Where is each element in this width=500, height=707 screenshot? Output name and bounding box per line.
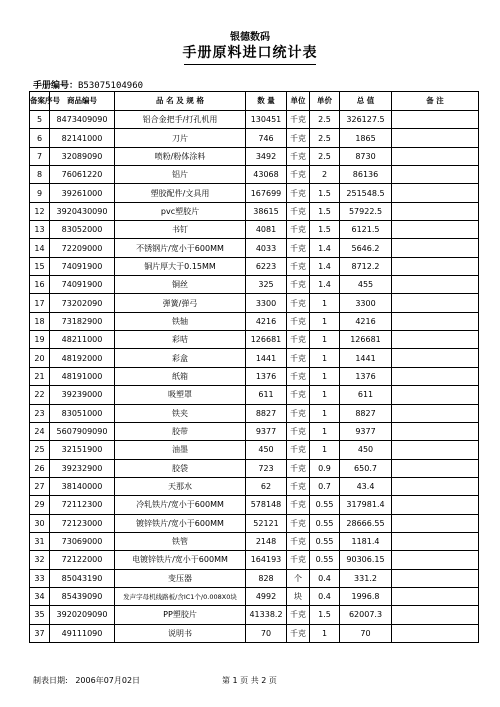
cell-name: 铁夹: [115, 404, 246, 422]
cell-unit: 千克: [287, 276, 310, 294]
cell-code: 3920209090: [50, 606, 115, 624]
header-no: 备案序号: [30, 92, 50, 111]
cell-price: 2.5: [310, 129, 340, 147]
cell-name: 铝片: [115, 166, 246, 184]
cell-code: 49111090: [50, 624, 115, 642]
cell-note: [392, 532, 479, 550]
cell-code: 48191000: [50, 367, 115, 385]
cell-name: 铜片厚大于0.15MM: [115, 257, 246, 275]
cell-qty: 164193: [246, 551, 287, 569]
table-row: [30, 239, 479, 257]
cell-total: 455: [340, 276, 392, 294]
cell-no: 24: [30, 422, 50, 440]
cell-no: 16: [30, 276, 50, 294]
cell-qty: 4033: [246, 239, 287, 257]
cell-total: 611: [340, 386, 392, 404]
cell-price: 1.4: [310, 257, 340, 275]
cell-qty: 41338.2: [246, 606, 287, 624]
cell-code: 39232900: [50, 459, 115, 477]
cell-note: [392, 294, 479, 312]
title-underline: [184, 64, 316, 65]
footer-date-label: 制表日期:: [33, 676, 68, 685]
cell-price: 1.4: [310, 239, 340, 257]
cell-name: 铜丝: [115, 276, 246, 294]
cell-note: [392, 166, 479, 184]
cell-price: 0.9: [310, 459, 340, 477]
cell-note: [392, 276, 479, 294]
cell-qty: 9377: [246, 422, 287, 440]
cell-name: 变压器: [115, 569, 246, 587]
cell-unit: 千克: [287, 386, 310, 404]
cell-price: 2.5: [310, 147, 340, 165]
cell-note: [392, 184, 479, 202]
header-price: 单价: [310, 92, 340, 111]
cell-unit: 千克: [287, 404, 310, 422]
cell-note: [392, 624, 479, 642]
table-row: [30, 276, 479, 294]
cell-qty: 611: [246, 386, 287, 404]
cell-note: [392, 202, 479, 220]
cell-price: 1: [310, 624, 340, 642]
footer-date-value: 2006年07月02日: [75, 676, 141, 685]
cell-total: 86136: [340, 166, 392, 184]
cell-qty: 62: [246, 477, 287, 495]
cell-note: [392, 129, 479, 147]
cell-unit: 千克: [287, 514, 310, 532]
cell-note: [392, 477, 479, 495]
cell-note: [392, 386, 479, 404]
header-qty: 数 量: [246, 92, 287, 111]
cell-note: [392, 147, 479, 165]
cell-note: [392, 422, 479, 440]
table-row: [30, 624, 479, 642]
cell-total: 3300: [340, 294, 392, 312]
cell-code: 74091900: [50, 257, 115, 275]
cell-code: 85043190: [50, 569, 115, 587]
cell-qty: 450: [246, 441, 287, 459]
cell-total: 28666.55: [340, 514, 392, 532]
cell-note: [392, 367, 479, 385]
cell-price: 2.5: [310, 111, 340, 129]
table-row: [30, 294, 479, 312]
cell-name: 胶带: [115, 422, 246, 440]
cell-price: 1.5: [310, 202, 340, 220]
cell-unit: 千克: [287, 147, 310, 165]
cell-name: 塑胶配件/文具用: [115, 184, 246, 202]
header-name: 品 名 及 规 格: [115, 92, 246, 111]
cell-total: 62007.3: [340, 606, 392, 624]
cell-name: 吸塑罩: [115, 386, 246, 404]
cell-total: 43.4: [340, 477, 392, 495]
cell-code: 39261000: [50, 184, 115, 202]
cell-qty: 3492: [246, 147, 287, 165]
cell-total: 1181.4: [340, 532, 392, 550]
cell-code: 48192000: [50, 349, 115, 367]
cell-total: 8712.2: [340, 257, 392, 275]
cell-price: 0.55: [310, 496, 340, 514]
cell-no: 18: [30, 312, 50, 330]
table-row: [30, 147, 479, 165]
cell-qty: 4081: [246, 221, 287, 239]
cell-price: 1: [310, 422, 340, 440]
cell-total: 650.7: [340, 459, 392, 477]
cell-no: 17: [30, 294, 50, 312]
cell-qty: 1441: [246, 349, 287, 367]
cell-unit: 千克: [287, 294, 310, 312]
header-total: 总 值: [340, 92, 392, 111]
cell-no: 15: [30, 257, 50, 275]
cell-code: 48211000: [50, 331, 115, 349]
table-row: [30, 221, 479, 239]
cell-code: 72122000: [50, 551, 115, 569]
cell-unit: 千克: [287, 551, 310, 569]
cell-price: 1.5: [310, 606, 340, 624]
cell-note: [392, 111, 479, 129]
cell-qty: 38615: [246, 202, 287, 220]
cell-price: 1: [310, 349, 340, 367]
cell-name: 弹簧/弹弓: [115, 294, 246, 312]
header-unit: 单位: [287, 92, 310, 111]
cell-no: 33: [30, 569, 50, 587]
cell-price: 0.7: [310, 477, 340, 495]
cell-price: 0.4: [310, 587, 340, 605]
cell-unit: 千克: [287, 331, 310, 349]
cell-total: 8730: [340, 147, 392, 165]
cell-qty: 325: [246, 276, 287, 294]
cell-no: 35: [30, 606, 50, 624]
cell-unit: 千克: [287, 459, 310, 477]
cell-name: 冷轧铁片/宽小于600MM: [115, 496, 246, 514]
cell-total: 1996.8: [340, 587, 392, 605]
cell-no: 21: [30, 367, 50, 385]
cell-price: 1: [310, 331, 340, 349]
table-row: [30, 606, 479, 624]
footer-date: [33, 675, 140, 686]
cell-unit: 千克: [287, 441, 310, 459]
cell-price: 2: [310, 166, 340, 184]
table-row: [30, 422, 479, 440]
cell-unit: 千克: [287, 257, 310, 275]
cell-qty: 828: [246, 569, 287, 587]
cell-qty: 746: [246, 129, 287, 147]
cell-code: 32089090: [50, 147, 115, 165]
cell-name: 油墨: [115, 441, 246, 459]
cell-qty: 2148: [246, 532, 287, 550]
cell-unit: 千克: [287, 166, 310, 184]
table-row: [30, 367, 479, 385]
cell-no: 6: [30, 129, 50, 147]
cell-qty: 4216: [246, 312, 287, 330]
cell-unit: 千克: [287, 624, 310, 642]
cell-qty: 723: [246, 459, 287, 477]
cell-price: 1: [310, 367, 340, 385]
cell-no: 29: [30, 496, 50, 514]
cell-total: 1441: [340, 349, 392, 367]
cell-no: 14: [30, 239, 50, 257]
cell-qty: 70: [246, 624, 287, 642]
cell-code: 3920430090: [50, 202, 115, 220]
cell-total: 1865: [340, 129, 392, 147]
handbook-number: [33, 78, 143, 91]
cell-no: 13: [30, 221, 50, 239]
cell-code: 39239000: [50, 386, 115, 404]
cell-qty: 8827: [246, 404, 287, 422]
cell-code: 73202090: [50, 294, 115, 312]
table-row: [30, 349, 479, 367]
cell-note: [392, 606, 479, 624]
cell-code: 83052000: [50, 221, 115, 239]
cell-unit: 千克: [287, 111, 310, 129]
cell-no: 34: [30, 587, 50, 605]
cell-total: 6121.5: [340, 221, 392, 239]
cell-qty: 3300: [246, 294, 287, 312]
cell-total: 317981.4: [340, 496, 392, 514]
table-row: [30, 166, 479, 184]
cell-code: 8473409090: [50, 111, 115, 129]
cell-unit: 千克: [287, 477, 310, 495]
cell-unit: 千克: [287, 349, 310, 367]
cell-price: 0.55: [310, 551, 340, 569]
cell-unit: 千克: [287, 367, 310, 385]
cell-qty: 43068: [246, 166, 287, 184]
cell-price: 1: [310, 404, 340, 422]
cell-unit: 块: [287, 587, 310, 605]
cell-name: 铁管: [115, 532, 246, 550]
cell-unit: 千克: [287, 129, 310, 147]
cell-no: 8: [30, 166, 50, 184]
cell-code: 85439090: [50, 587, 115, 605]
cell-note: [392, 349, 479, 367]
cell-no: 37: [30, 624, 50, 642]
cell-note: [392, 551, 479, 569]
handbook-label: 手册编号：: [33, 81, 79, 91]
cell-qty: 4992: [246, 587, 287, 605]
cell-no: 26: [30, 459, 50, 477]
import-stats-table: [29, 91, 479, 643]
cell-name: 说明书: [115, 624, 246, 642]
cell-total: 1376: [340, 367, 392, 385]
cell-note: [392, 496, 479, 514]
cell-name: 彩盒: [115, 349, 246, 367]
cell-price: 1.4: [310, 276, 340, 294]
cell-unit: 千克: [287, 606, 310, 624]
page-title: 手册原料进口统计表: [182, 45, 318, 61]
cell-total: 90306.15: [340, 551, 392, 569]
cell-no: 30: [30, 514, 50, 532]
cell-no: 5: [30, 111, 50, 129]
cell-unit: 千克: [287, 184, 310, 202]
cell-qty: 578148: [246, 496, 287, 514]
cell-note: [392, 569, 479, 587]
cell-code: 5607909090: [50, 422, 115, 440]
cell-no: 19: [30, 331, 50, 349]
cell-name: pvc塑胶片: [115, 202, 246, 220]
cell-no: 12: [30, 202, 50, 220]
cell-price: 1: [310, 386, 340, 404]
table-row: [30, 551, 479, 569]
cell-name: 铁轴: [115, 312, 246, 330]
cell-code: 74091900: [50, 276, 115, 294]
cell-note: [392, 221, 479, 239]
cell-unit: 千克: [287, 221, 310, 239]
cell-name: 胶袋: [115, 459, 246, 477]
cell-qty: 52121: [246, 514, 287, 532]
table-row: [30, 129, 479, 147]
cell-name: 发声字母机线路板/含IC1个/0.008X0块: [115, 587, 246, 605]
cell-total: 5646.2: [340, 239, 392, 257]
cell-note: [392, 459, 479, 477]
cell-name: 天那水: [115, 477, 246, 495]
cell-no: 27: [30, 477, 50, 495]
cell-code: 72123000: [50, 514, 115, 532]
cell-note: [392, 441, 479, 459]
cell-no: 31: [30, 532, 50, 550]
table-row: [30, 184, 479, 202]
cell-price: 0.55: [310, 532, 340, 550]
table-body: [30, 111, 479, 643]
cell-note: [392, 514, 479, 532]
cell-name: 铝合金把手/打孔机用: [115, 111, 246, 129]
cell-qty: 126681: [246, 331, 287, 349]
cell-name: 不锈钢片/宽小于600MM: [115, 239, 246, 257]
cell-qty: 1376: [246, 367, 287, 385]
table-row: [30, 257, 479, 275]
cell-total: 331.2: [340, 569, 392, 587]
header-code: 商品编号: [50, 92, 115, 111]
cell-note: [392, 239, 479, 257]
cell-unit: 千克: [287, 239, 310, 257]
cell-total: 326127.5: [340, 111, 392, 129]
table-row: [30, 514, 479, 532]
cell-name: 喷粉/粉体涂料: [115, 147, 246, 165]
cell-no: 25: [30, 441, 50, 459]
cell-no: 20: [30, 349, 50, 367]
cell-total: 251548.5: [340, 184, 392, 202]
table-row: [30, 331, 479, 349]
table-header-row: [30, 92, 479, 111]
cell-total: 8827: [340, 404, 392, 422]
cell-name: 镀锌铁片/宽小于600MM: [115, 514, 246, 532]
handbook-value: B53075104960: [78, 81, 144, 91]
cell-unit: 千克: [287, 202, 310, 220]
table-row: [30, 202, 479, 220]
cell-name: 彩咭: [115, 331, 246, 349]
company-name: 银德数码: [230, 32, 270, 43]
cell-name: PP塑胶片: [115, 606, 246, 624]
table-row: [30, 459, 479, 477]
cell-name: 电镀锌铁片/宽小于600MM: [115, 551, 246, 569]
cell-unit: 千克: [287, 422, 310, 440]
cell-code: 83051000: [50, 404, 115, 422]
cell-unit: 千克: [287, 496, 310, 514]
cell-name: 纸箱: [115, 367, 246, 385]
cell-price: 1: [310, 312, 340, 330]
table-row: [30, 111, 479, 129]
cell-price: 1.5: [310, 221, 340, 239]
cell-no: 7: [30, 147, 50, 165]
table-row: [30, 386, 479, 404]
table-row: [30, 496, 479, 514]
cell-price: 1: [310, 441, 340, 459]
cell-total: 9377: [340, 422, 392, 440]
cell-unit: 千克: [287, 532, 310, 550]
cell-price: 1.5: [310, 184, 340, 202]
cell-code: 73182900: [50, 312, 115, 330]
cell-note: [392, 257, 479, 275]
cell-note: [392, 404, 479, 422]
table-row: [30, 587, 479, 605]
table-row: [30, 312, 479, 330]
cell-total: 57922.5: [340, 202, 392, 220]
header-note: 备 注: [392, 92, 479, 111]
cell-qty: 167699: [246, 184, 287, 202]
cell-price: 0.55: [310, 514, 340, 532]
cell-unit: 千克: [287, 312, 310, 330]
cell-qty: 130451: [246, 111, 287, 129]
cell-name: 刀片: [115, 129, 246, 147]
table-row: [30, 441, 479, 459]
table-row: [30, 477, 479, 495]
cell-price: 0.4: [310, 569, 340, 587]
cell-code: 72112300: [50, 496, 115, 514]
cell-unit: 个: [287, 569, 310, 587]
cell-no: 23: [30, 404, 50, 422]
cell-qty: 6223: [246, 257, 287, 275]
cell-total: 126681: [340, 331, 392, 349]
table-row: [30, 404, 479, 422]
cell-code: 82141000: [50, 129, 115, 147]
cell-no: 32: [30, 551, 50, 569]
cell-name: 书钉: [115, 221, 246, 239]
cell-price: 1: [310, 294, 340, 312]
table-row: [30, 569, 479, 587]
cell-total: 4216: [340, 312, 392, 330]
cell-code: 73069000: [50, 532, 115, 550]
table-row: [30, 532, 479, 550]
cell-code: 72209000: [50, 239, 115, 257]
cell-code: 38140000: [50, 477, 115, 495]
cell-no: 9: [30, 184, 50, 202]
cell-code: 76061220: [50, 166, 115, 184]
cell-total: 450: [340, 441, 392, 459]
cell-note: [392, 312, 479, 330]
cell-no: 22: [30, 386, 50, 404]
cell-note: [392, 331, 479, 349]
cell-note: [392, 587, 479, 605]
cell-total: 70: [340, 624, 392, 642]
cell-code: 32151900: [50, 441, 115, 459]
footer-page-number: 第 1 页 共 2 页: [222, 676, 277, 685]
